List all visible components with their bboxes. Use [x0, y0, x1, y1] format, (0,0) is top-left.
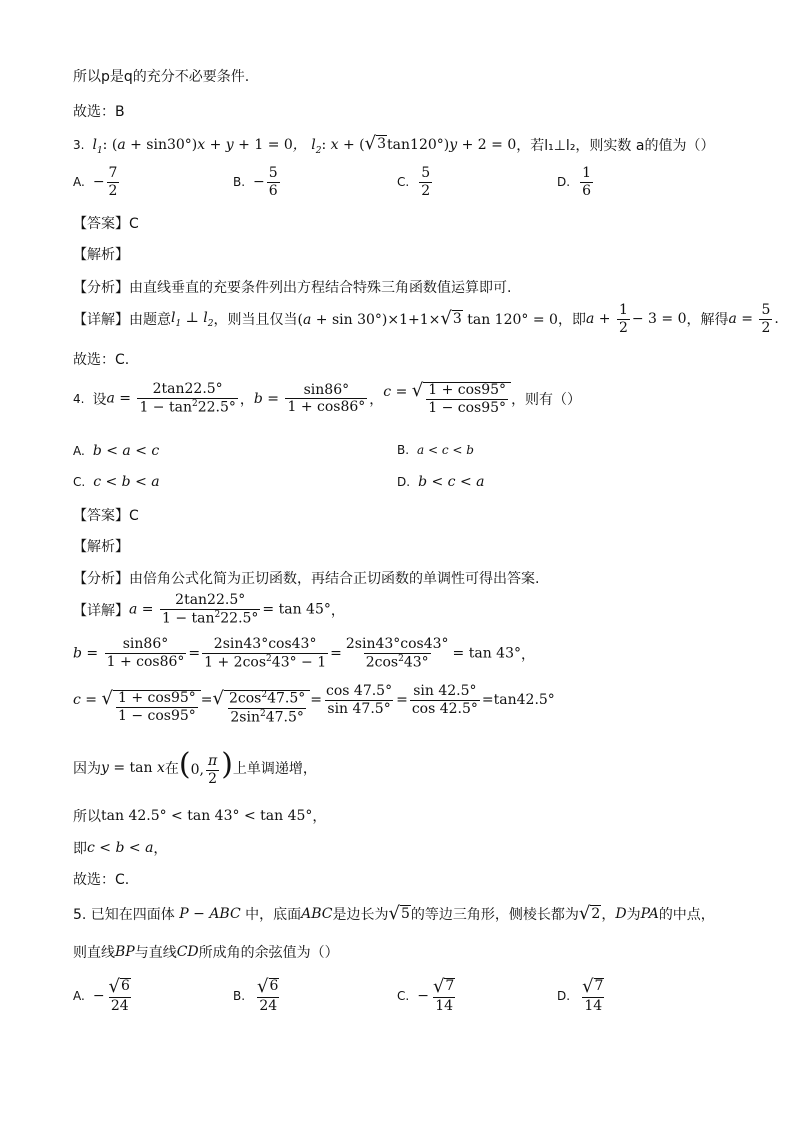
q4-xiangjie-c [73, 684, 555, 725]
q4-ji [73, 838, 167, 858]
xiangjie-prefix: 【详解】 [73, 602, 129, 619]
q5-text: ， [601, 907, 616, 923]
condition-expr: (a + sin 30°)×1+1× √ 3 tan 120° = 0 [297, 308, 558, 330]
q3-xiangjie [73, 303, 779, 335]
numerator: 6 [121, 978, 130, 994]
xiangjie-mid3: ，解得 [686, 312, 729, 329]
q4-so [73, 806, 326, 826]
q3-fenxi [73, 277, 511, 297]
interval: (0, $\frac{\pi}{2}$ ) [178, 747, 233, 787]
q5-stem-line1 [73, 904, 715, 924]
q3-answer [73, 213, 139, 233]
line-bp: BP [115, 944, 135, 960]
xiangjie-prefix: 【详解】由题意 [73, 312, 171, 329]
so-prefix: 所以 [73, 809, 101, 825]
so-tail: ， [312, 809, 327, 825]
q5-text: 与直线 [134, 945, 177, 961]
option-fraction [580, 166, 593, 198]
numerator: 7 [594, 978, 604, 994]
q4-fenxi [73, 568, 539, 588]
numerator: 7 [108, 165, 118, 181]
option-label: C. [397, 988, 410, 1003]
q3-stem-tail: ，若l₁⊥l₂，则实数 a的值为（） [516, 137, 715, 154]
ji-expr: c < b < a [87, 840, 154, 856]
option-label: D. [397, 475, 411, 489]
q5-option-b[interactable] [233, 978, 283, 1014]
numerator: 6 [269, 978, 279, 994]
q5-text: 的等边三角形，侧棱长都为 [410, 907, 579, 923]
q4-answer [73, 505, 139, 525]
q4-prefix: 设 [92, 391, 107, 408]
q5-option-d[interactable] [557, 978, 608, 1014]
q4-xiangjie-a: 【详解】 a = $\frac{2\tan 22.5^\circ}{1 - \tan^222.5^\circ}$ = tan 45° ， [73, 592, 345, 627]
option-label: D. [557, 988, 571, 1003]
mono-prefix: 因为 [73, 761, 101, 778]
perp-expr: $l_1$ ⊥ $l_2$ [171, 309, 214, 329]
option-fraction: √ 7 14 [432, 976, 455, 1014]
denominator: 2 [421, 182, 431, 199]
q5-text: 的中点， [658, 907, 715, 923]
q4-analysis [73, 536, 129, 556]
line-cd: CD [176, 944, 199, 960]
result-expr: a = $\frac{5}{2}$ . [728, 302, 779, 336]
q5-stem-line2 [73, 942, 339, 962]
intro-choose [73, 101, 125, 121]
denominator: 6 [268, 182, 278, 199]
q5-option-c[interactable] [397, 978, 459, 1014]
option-label: B. [233, 175, 246, 190]
q5-text: 所成角的余弦值为（） [198, 945, 339, 961]
q3-option-b[interactable] [233, 166, 282, 198]
q5-text: 为 [626, 907, 641, 923]
a-derivation: a = $\frac{2\tan 22.5^\circ}{1 - \tan^222.5^\circ}$ = tan 45° [129, 592, 331, 627]
option-sign: − [92, 987, 105, 1004]
choose-text: 故选：C. [73, 352, 130, 368]
analysis-heading: 【解析】 [73, 539, 129, 555]
q3-option-a[interactable] [73, 166, 121, 198]
equation-expr: a + $\frac{1}{2}$ − 3 = 0 [585, 302, 687, 336]
intro-line [73, 66, 249, 86]
option-sign: − [417, 987, 429, 1004]
numerator: 5 [268, 165, 278, 181]
xiangjie-mid2: ，即 [557, 312, 586, 329]
option-fraction [107, 166, 120, 198]
q4-choose [73, 869, 129, 889]
q3-analysis [73, 244, 129, 264]
question-number: 3. [73, 137, 85, 152]
q4-b-def: b = $\frac{\sin 86^\circ}{1 + \cos 86^\circ}$ [253, 381, 366, 416]
q4-stem: 4. 设 a = $\frac{2\tan 22.5^\circ}{1 - \tan^222.5^\circ}$ ， b = $\frac{\sin 86^\circ}{1 + \cos 86^\circ}$ ， c = √ $\frac{1 + \cos 95^\circ}{1 - \cos 95^\circ}$ ，则有（） [73, 380, 582, 416]
side-length: √ 5 [388, 903, 410, 924]
option-fraction [419, 166, 432, 198]
option-sign: − [253, 174, 265, 191]
option-label: A. [73, 444, 85, 458]
question-number: 4. [73, 391, 85, 406]
q5-text: 5. 已知在四面体 [73, 907, 175, 923]
q4-xiangjie-b: b = $\frac{\sin 86^\circ}{1 + \cos 86^\circ}$ = $\frac{2\sin 43^\circ\cos 43^\circ}{1 + 2\cos^243^\circ - 1}$ = $\frac{2\sin 43^\circ\cos 43^\circ}{2\cos^243^\circ}$ = tan 43° ， [73, 636, 535, 671]
intro-text: 所以p是q的充分不必要条件. [73, 69, 250, 85]
q5-text: 则直线 [73, 945, 115, 961]
ji-prefix: 即 [73, 841, 87, 857]
choose-text: 故选：C. [73, 872, 130, 888]
answer-text: 【答案】C [73, 216, 139, 232]
answer-text: 【答案】C [73, 508, 139, 524]
option-fraction: √ 6 24 [108, 976, 130, 1014]
option-label: C. [397, 175, 410, 190]
point-d: D [615, 906, 627, 922]
so-expr: tan 42.5° < tan 43° < tan 45° [101, 808, 313, 824]
option-label: A. [73, 988, 85, 1003]
q3-line1-formula: $l_1$: (a + sin30°)x + y + 1 = 0， $l_2$: x + ( √ 3 tan120°)y + 2 = 0 [92, 133, 517, 156]
q4-option-d[interactable] [397, 474, 484, 490]
q4-option-c[interactable] [73, 474, 160, 490]
denominator: 24 [259, 998, 278, 1014]
tetrahedron-name: P − ABC [174, 906, 246, 922]
q3-stem [73, 134, 714, 156]
q4-monotonic [73, 747, 317, 787]
option-fraction: √ 7 14 [582, 976, 604, 1014]
option-fraction [267, 166, 280, 198]
q4-option-a[interactable] [73, 443, 159, 459]
q4-c-def: c = √ $\frac{1 + \cos 95^\circ}{1 - \cos 95^\circ}$ [383, 382, 511, 415]
option-label: C. [73, 475, 86, 489]
option-text: b < a < c [92, 443, 160, 459]
tan-function: y = tan x [101, 760, 165, 777]
denominator: 2 [108, 182, 118, 199]
q3-option-c[interactable] [397, 166, 434, 198]
option-label: A. [73, 175, 85, 190]
option-text: c < b < a [93, 474, 160, 490]
numerator: 5 [421, 165, 431, 181]
fenxi-text: 【分析】由直线垂直的充要条件列出方程结合特殊三角函数值运算即可. [73, 280, 512, 296]
numerator: 1 [582, 165, 591, 181]
edge-length: √ 2 [578, 903, 601, 924]
denominator: 14 [435, 998, 454, 1014]
option-label: D. [557, 175, 571, 190]
fenxi-text: 【分析】由倍角公式化简为正切函数，再结合正切函数的单调性可得出答案. [73, 571, 540, 587]
q4-a-def: a = $\frac{2\tan 22.5^\circ}{1 - \tan^222.5^\circ}$ [106, 381, 236, 416]
denominator: 14 [584, 998, 603, 1014]
option-text: a < c < b [417, 443, 474, 457]
option-sign: − [92, 174, 105, 191]
analysis-heading: 【解析】 [73, 247, 129, 263]
c-derivation: c = √ $\frac{1 + \cos 95^\circ}{1 - \cos 95^\circ}$ = √ $\frac{2\cos^247.5^\circ}{2\sin^247.5^\circ}$ = $\frac{\cos 47.5^\circ}{\sin 47.5^\circ}$ = $\frac{\sin 42.5^\circ}{\cos 42.5^\circ}$ =tan42.5° [73, 683, 555, 726]
option-fraction: √ 6 24 [257, 976, 279, 1014]
option-text: b < c < a [418, 474, 485, 490]
option-label: B. [397, 443, 410, 457]
q4-option-b[interactable] [397, 443, 474, 457]
ji-tail: ， [153, 841, 168, 857]
q3-option-d[interactable] [557, 166, 595, 198]
option-label: B. [233, 988, 246, 1003]
q5-text: 是边长为 [332, 907, 389, 923]
choose-text: 故选：B [73, 104, 125, 120]
q5-option-a[interactable] [73, 978, 135, 1014]
q5-text: 中，底面 [245, 907, 302, 923]
mono-tail: 上单调递增， [232, 761, 317, 778]
denominator: 6 [582, 182, 591, 199]
denominator: 24 [110, 998, 129, 1014]
numerator: 7 [445, 978, 455, 994]
base-name: ABC [301, 906, 333, 922]
q4-stem-tail: ，则有（） [511, 391, 582, 408]
xiangjie-mid: ，则当且仅当 [213, 312, 298, 329]
b-derivation: b = $\frac{\sin 86^\circ}{1 + \cos 86^\circ}$ = $\frac{2\sin 43^\circ\cos 43^\circ}{1 + 2\cos^243^\circ - 1}$ = $\frac{2\sin 43^\circ\cos 43^\circ}{2\cos^243^\circ}$ = tan 43° [73, 636, 521, 671]
q3-choose [73, 349, 129, 369]
mono-mid: 在 [164, 761, 179, 778]
segment-pa: PA [640, 906, 659, 922]
